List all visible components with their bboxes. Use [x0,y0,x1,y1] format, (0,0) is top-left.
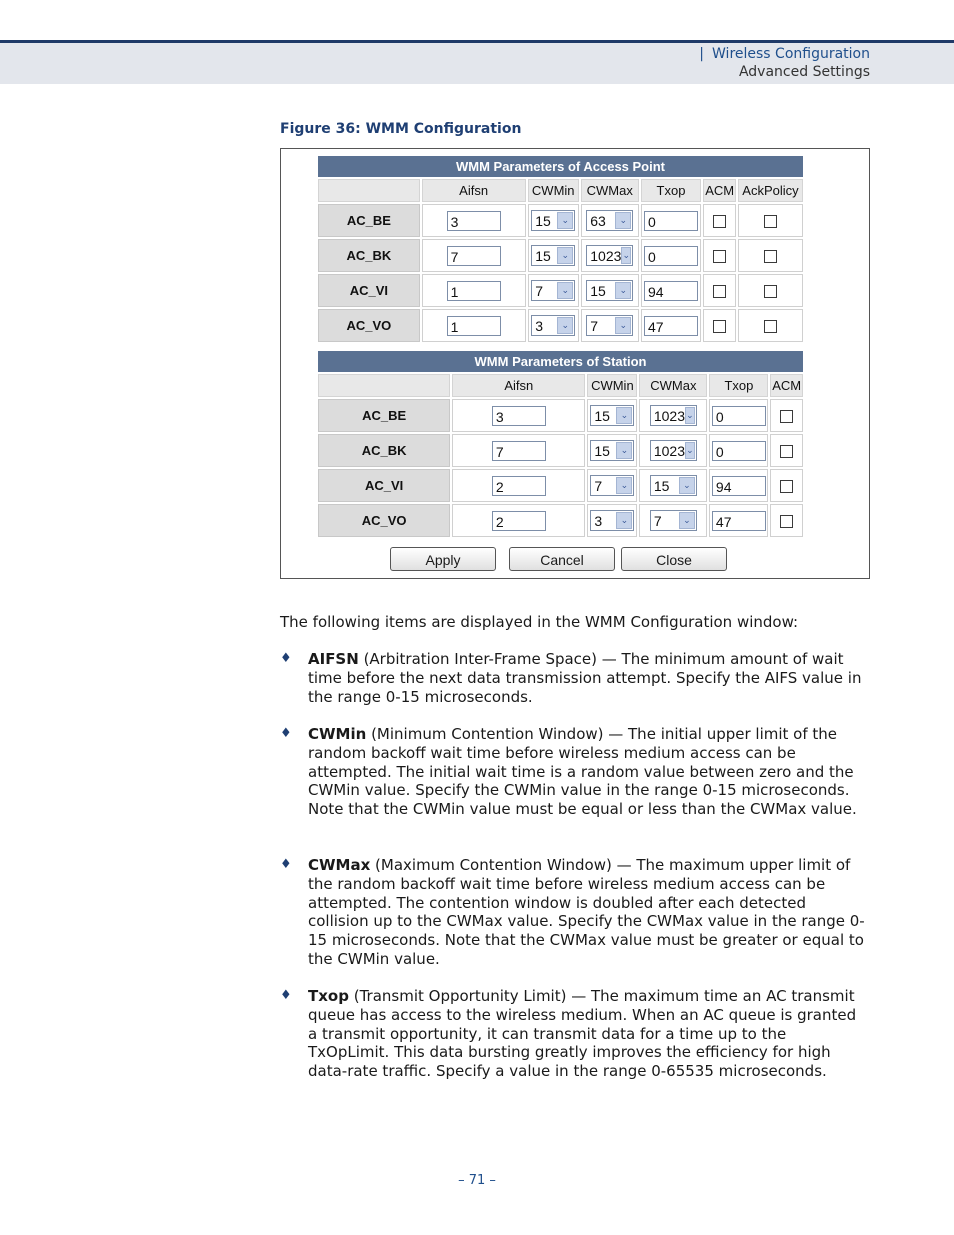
chevron-down-icon[interactable]: ⌄ [616,512,632,529]
bullet-term: Txop [308,987,349,1005]
cwmax-select[interactable] [650,405,697,426]
sta-table-title: WMM Parameters of Station [318,351,803,372]
ackpolicy-checkbox[interactable] [764,215,777,228]
select-value: 15 [590,282,606,299]
acm-checkbox[interactable] [713,285,726,298]
diamond-bullet-icon: ♦ [280,988,292,1003]
col-cwmin: CWMin [528,179,579,202]
cwmax-select[interactable] [650,440,697,461]
header-separator: | [699,46,705,62]
ackpolicy-checkbox[interactable] [764,285,777,298]
diamond-bullet-icon: ♦ [280,857,292,872]
table-row [318,309,803,342]
table-row [318,239,803,272]
cwmin-select[interactable] [590,405,634,426]
cwmax-select[interactable] [650,510,697,531]
corner-cell [318,179,420,202]
bullet-text: (Transmit Opportunity Limit) — The maximum time an AC transmit queue has access to the wireless medium. When an AC queue is granted a transmit opportunity, it can transmit data for a time up to the TxOpLimit. This data bursting greatly improves the efficiency for high data-rate traffic. Specify a value in the range 0-65535 microseconds. [308,987,857,1081]
cwmin-select[interactable] [531,245,575,266]
ap-column-headers [318,179,803,202]
acm-checkbox[interactable] [780,515,793,528]
select-value: 3 [594,512,603,529]
row-label: AC_BK [318,434,450,467]
chevron-down-icon[interactable]: ⌄ [685,407,695,424]
txop-input[interactable]: 0 [712,406,766,426]
corner-cell [318,374,450,397]
col-acm: ACM [770,374,803,397]
select-value: 7 [594,477,603,494]
section-title: Wireless Configuration [712,46,870,62]
cwmax-select[interactable] [586,315,633,336]
chevron-down-icon[interactable]: ⌄ [685,442,695,459]
running-header-subsection: Advanced Settings [738,64,870,80]
select-value: 7 [535,282,544,299]
cwmax-select[interactable] [650,475,697,496]
cwmax-select[interactable] [586,280,633,301]
aifsn-input[interactable]: 7 [447,246,501,266]
acm-checkbox[interactable] [713,320,726,333]
aifsn-input[interactable]: 1 [447,281,501,301]
ackpolicy-checkbox[interactable] [764,250,777,263]
bullet-term: AIFSN [308,650,359,668]
sta-column-headers [318,374,803,397]
acm-checkbox[interactable] [780,445,793,458]
page-number: – 71 – [458,1173,496,1188]
select-value: 3 [535,317,544,334]
acm-checkbox[interactable] [780,410,793,423]
col-txop: Txop [709,374,768,397]
aifsn-input[interactable]: 3 [447,211,501,231]
table-row [318,504,803,537]
aifsn-input[interactable]: 2 [492,511,546,531]
col-ackpolicy: AckPolicy [738,179,803,202]
bullet-cwmin [280,725,870,819]
cwmin-select[interactable] [590,510,634,531]
chevron-down-icon[interactable]: ⌄ [616,407,632,424]
row-label: AC_VI [318,469,450,502]
bullet-text: (Minimum Contention Window) — The initial upper limit of the random backoff wait time before wireless medium access can be attempted. The initial wait time is a random value between zero and the CWMin value. Specify the CWMin value in the range 0-15 microseconds. Note that the CWMin value must be equal or less than the CWMax value. [308,725,857,819]
txop-input[interactable]: 94 [712,476,766,496]
cwmin-select[interactable] [590,475,634,496]
txop-input[interactable]: 94 [644,281,698,301]
ap-params-table [316,154,805,344]
row-label: AC_BE [318,399,450,432]
select-value: 1023 [653,442,685,459]
select-value: 15 [535,247,551,264]
chevron-down-icon[interactable]: ⌄ [616,477,632,494]
row-label: AC_BE [318,204,420,237]
chevron-down-icon[interactable]: ⌄ [621,247,631,264]
bullet-cwmax [280,856,870,969]
table-row [318,469,803,502]
running-header-section [699,46,870,62]
bullet-text: (Maximum Contention Window) — The maximum upper limit of the random backoff wait time before wireless medium access can be attempted. The contention window is doubled after each detected collision up to the CWMax value. Specify the CWMax value in the range 0-15 microseconds. Note that the CWMax value must be greater or equal to the CWMin value. [308,856,865,968]
acm-checkbox[interactable] [713,215,726,228]
chevron-down-icon[interactable]: ⌄ [615,212,631,229]
col-aifsn: Aifsn [452,374,585,397]
cwmax-select[interactable] [586,210,633,231]
row-label: AC_VI [318,274,420,307]
col-aifsn: Aifsn [422,179,526,202]
select-value: 7 [590,317,599,334]
txop-input[interactable]: 47 [712,511,766,531]
chevron-down-icon[interactable]: ⌄ [557,282,573,299]
aifsn-input[interactable]: 2 [492,476,546,496]
table-row [318,274,803,307]
chevron-down-icon[interactable]: ⌄ [616,442,632,459]
chevron-down-icon[interactable]: ⌄ [679,512,695,529]
table-row [318,204,803,237]
select-value: 1023 [653,407,685,424]
row-label: AC_VO [318,504,450,537]
col-cwmin: CWMin [587,374,637,397]
cwmax-select[interactable] [586,245,633,266]
cwmin-select[interactable] [531,280,575,301]
chevron-down-icon[interactable]: ⌄ [615,282,631,299]
col-txop: Txop [641,179,702,202]
aifsn-input[interactable]: 3 [492,406,546,426]
row-label: AC_VO [318,309,420,342]
ap-table-title: WMM Parameters of Access Point [318,156,803,177]
chevron-down-icon[interactable]: ⌄ [557,212,573,229]
txop-input[interactable]: 47 [644,316,698,336]
diamond-bullet-icon: ♦ [280,651,292,666]
chevron-down-icon[interactable]: ⌄ [557,317,573,334]
select-value: 15 [594,407,610,424]
apply-button[interactable]: Apply [390,547,496,571]
col-cwmax: CWMax [581,179,639,202]
bullet-term: CWMin [308,725,367,743]
diamond-bullet-icon: ♦ [280,726,292,741]
acm-checkbox[interactable] [713,250,726,263]
txop-input[interactable]: 0 [644,211,698,231]
select-value: 1023 [590,247,622,264]
select-value: 15 [594,442,610,459]
aifsn-input[interactable]: 1 [447,316,501,336]
aifsn-input[interactable]: 7 [492,441,546,461]
bullet-txop [280,987,870,1081]
row-label: AC_BK [318,239,420,272]
col-cwmax: CWMax [639,374,707,397]
figure-caption: Figure 36: WMM Configuration [280,121,522,137]
select-value: 15 [653,477,670,494]
chevron-down-icon[interactable]: ⌄ [679,477,695,494]
cwmin-select[interactable] [531,210,575,231]
cwmin-select[interactable] [590,440,634,461]
sta-params-table [316,349,805,539]
bullet-aifsn [280,650,870,706]
close-button[interactable]: Close [621,547,727,571]
figure-screenshot [280,148,870,579]
chevron-down-icon[interactable]: ⌄ [615,317,631,334]
select-value: 7 [653,512,662,529]
acm-checkbox[interactable] [780,480,793,493]
intro-paragraph: The following items are displayed in the WMM Configuration window: [280,613,799,631]
txop-input[interactable]: 0 [712,441,766,461]
txop-input[interactable]: 0 [644,246,698,266]
cancel-button[interactable]: Cancel [509,547,615,571]
bullet-text: (Arbitration Inter-Frame Space) — The minimum amount of wait time before the next data transmission attempt. Specify the AIFS value in the range 0-15 microseconds. [308,650,862,706]
bullet-term: CWMax [308,856,371,874]
cwmin-select[interactable] [531,315,575,336]
select-value: 15 [535,212,551,229]
table-row [318,434,803,467]
select-value: 63 [590,212,606,229]
table-row [318,399,803,432]
col-acm: ACM [703,179,736,202]
ackpolicy-checkbox[interactable] [764,320,777,333]
chevron-down-icon[interactable]: ⌄ [557,247,573,264]
